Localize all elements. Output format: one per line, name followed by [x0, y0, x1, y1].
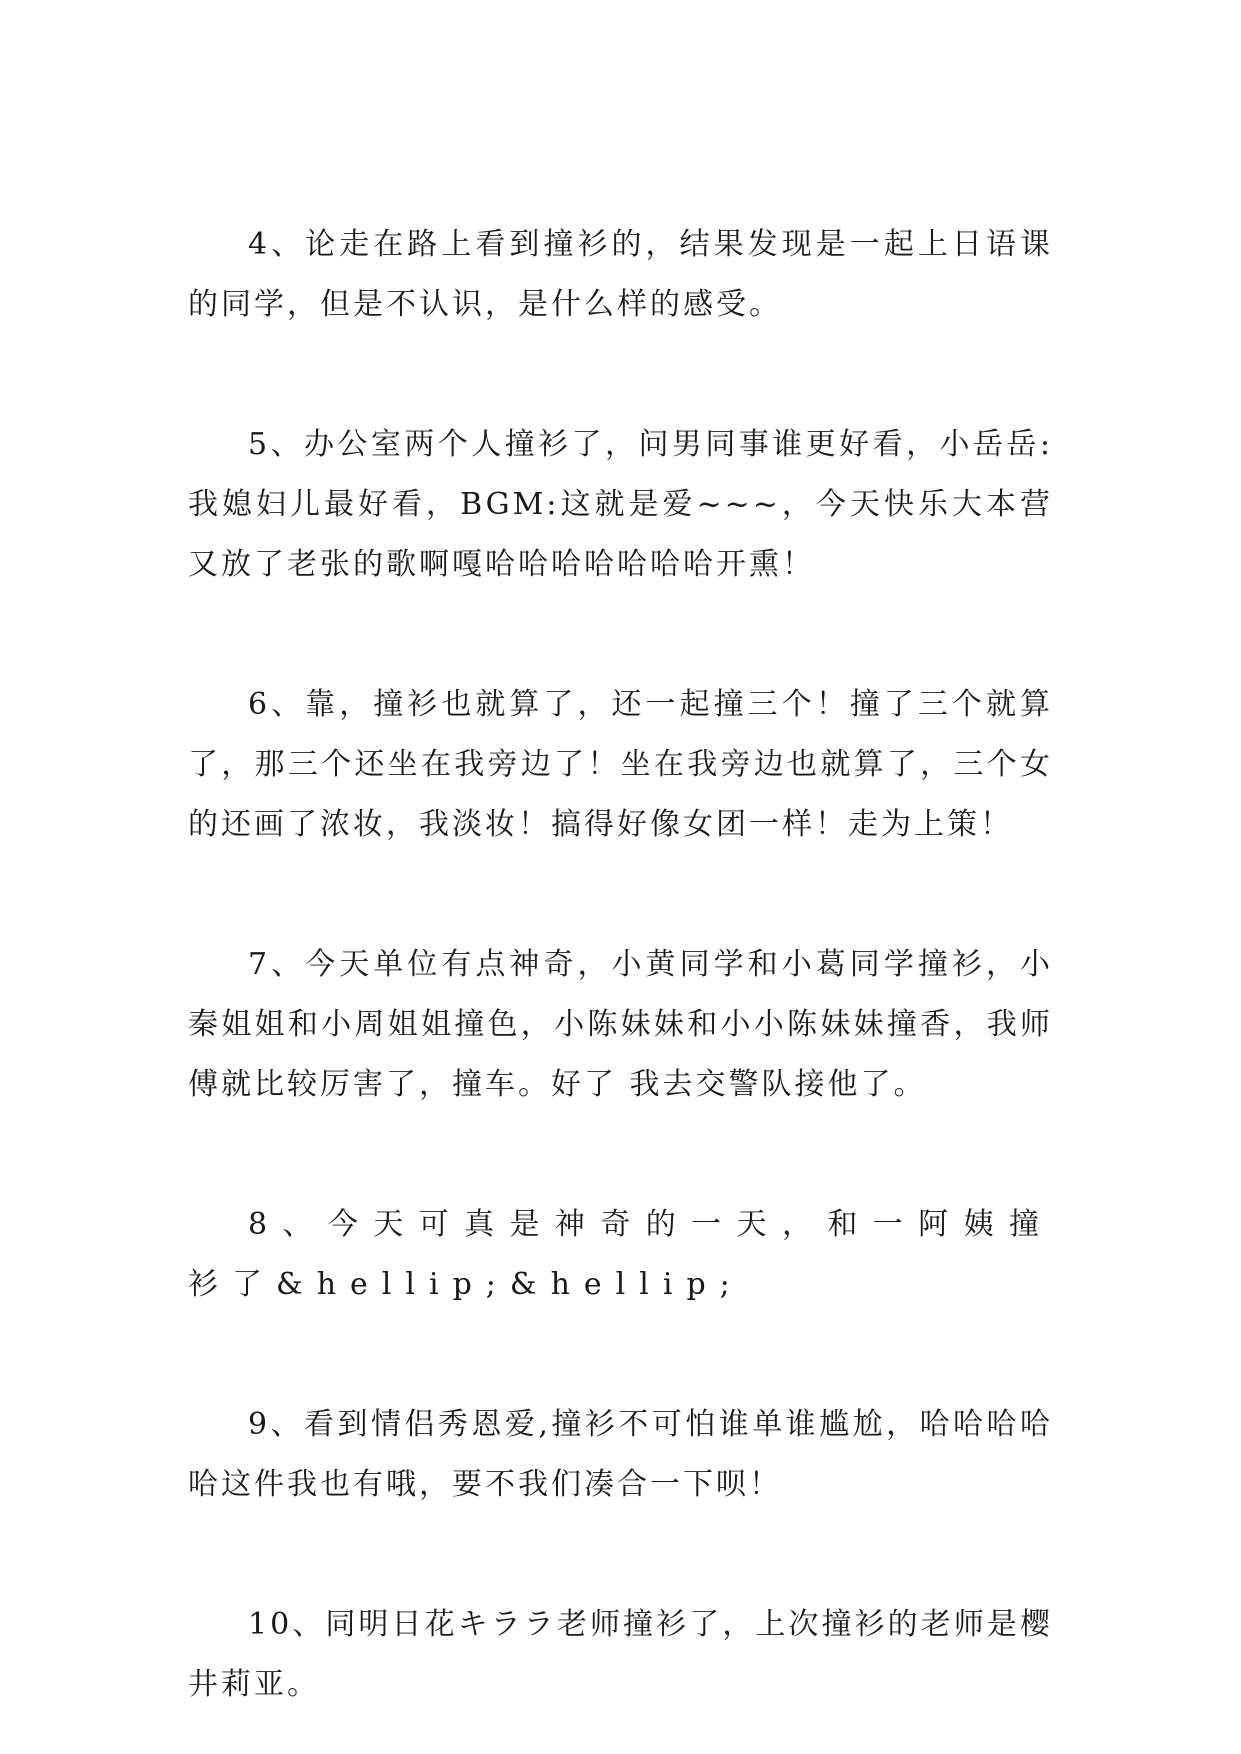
paragraph-5: 5、办公室两个人撞衫了，问男同事谁更好看，小岳岳:我媳妇儿最好看，BGM:这就是爱~~~，今天快乐大本营又放了老张的歌啊嘎哈哈哈哈哈哈哈开熏！ — [188, 427, 1053, 582]
paragraph-9: 9、看到情侣秀恩爱,撞衫不可怕谁单谁尴尬，哈哈哈哈哈这件我也有哦，要不我们凑合一下呗！ — [188, 1407, 1053, 1502]
paragraph-4: 4、论走在路上看到撞衫的，结果发现是一起上日语课的同学，但是不认识，是什么样的感受。 — [188, 227, 1053, 322]
document-body — [188, 215, 1053, 1715]
paragraph-7: 7、今天单位有点神奇，小黄同学和小葛同学撞衫，小秦姐姐和小周姐姐撞色，小陈妹妹和小小陈妹妹撞香，我师傅就比较厉害了，撞车。好了 我去交警队接他了。 — [188, 947, 1053, 1102]
paragraph-10: 10、同明日花キララ老师撞衫了，上次撞衫的老师是樱井莉亚。 — [188, 1607, 1053, 1702]
paragraph-6: 6、靠，撞衫也就算了，还一起撞三个！撞了三个就算了，那三个还坐在我旁边了！坐在我旁边也就算了，三个女的还画了浓妆，我淡妆！搞得好像女团一样！走为上策！ — [188, 687, 1053, 842]
paragraph-8: 8、今天可真是神奇的一天，和一阿姨撞衫了&hellip;&hellip; — [188, 1207, 1053, 1302]
